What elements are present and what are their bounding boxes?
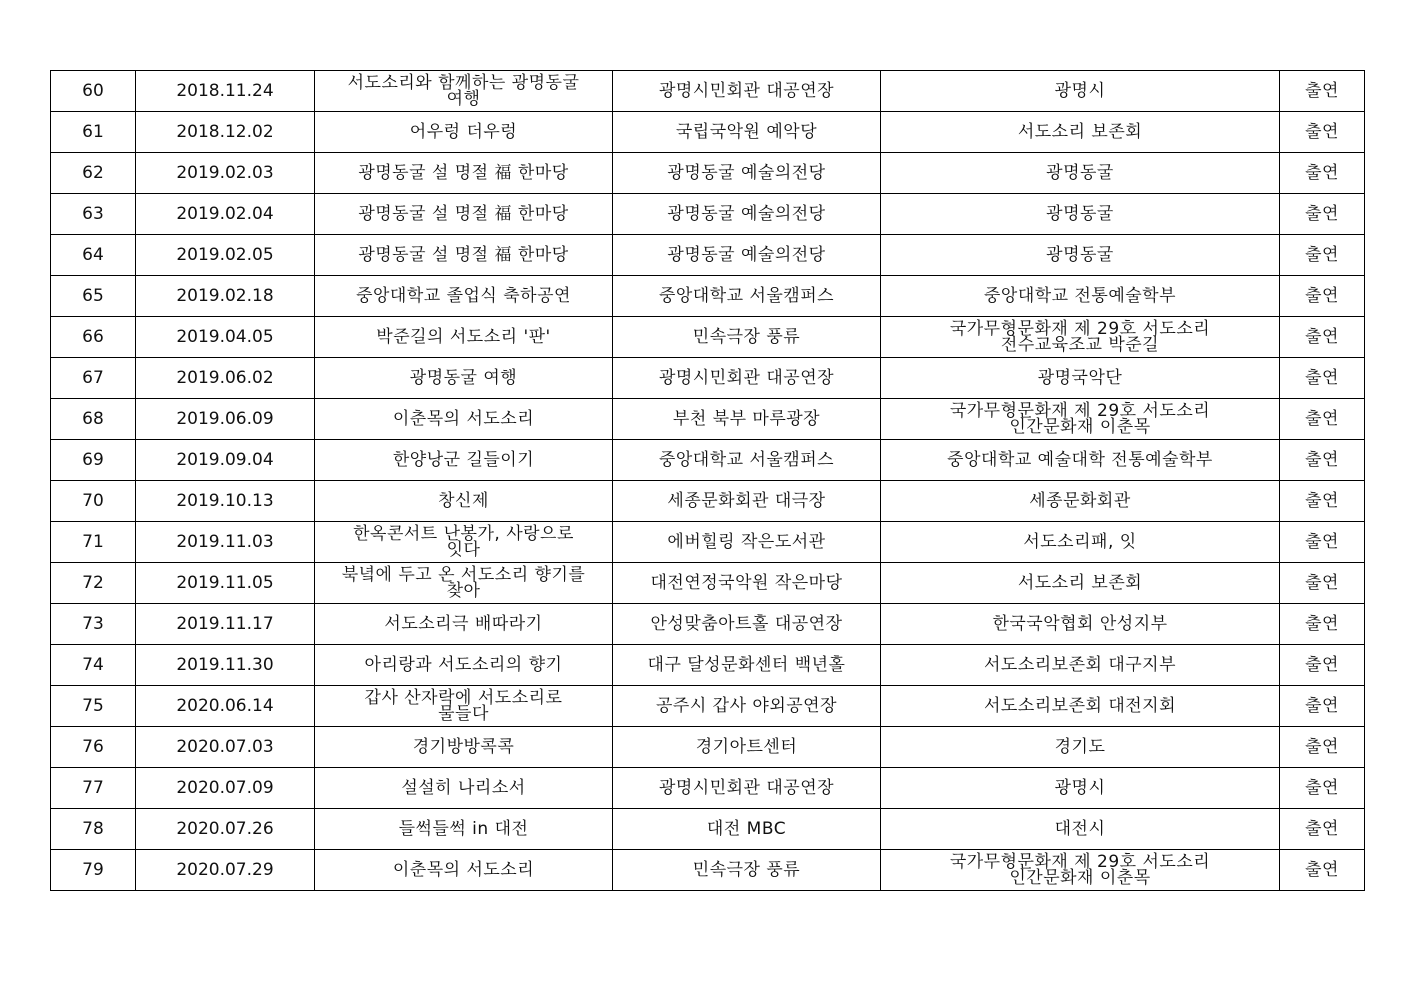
cell-venue-line: 중앙대학교 서울캠퍼스: [658, 285, 835, 306]
cell-performance-title-line: 창신제: [438, 490, 489, 511]
cell-performance-title-line: 설설히 나리소서: [401, 777, 526, 798]
cell-performance-title: [315, 153, 613, 194]
cell-organizer-line: 서도소리 보존회: [1017, 572, 1143, 593]
cell-performance-title-line: 이춘목의 서도소리: [392, 408, 535, 429]
cell-date: 2019.09.04: [136, 440, 315, 481]
cell-role: 출연: [1280, 727, 1365, 768]
table-row: [51, 563, 1365, 604]
cell-organizer-line: 광명동굴: [1046, 162, 1114, 183]
table-body: [51, 71, 1365, 891]
cell-organizer: [881, 194, 1280, 235]
cell-performance-title: [315, 317, 613, 358]
cell-venue: [613, 850, 881, 891]
cell-venue-line: 국립국악원 예악당: [675, 121, 818, 142]
table-row: [51, 276, 1365, 317]
cell-performance-title-line: 물들다: [438, 704, 489, 724]
cell-organizer: [881, 645, 1280, 686]
cell-organizer: [881, 112, 1280, 153]
table-row: [51, 317, 1365, 358]
table-row: [51, 768, 1365, 809]
cell-venue: [613, 522, 881, 563]
table-row: [51, 440, 1365, 481]
cell-organizer-line: 광명동굴: [1046, 244, 1114, 265]
cell-organizer: [881, 768, 1280, 809]
cell-venue: [613, 235, 881, 276]
cell-performance-title-line: 광명동굴 여행: [409, 367, 518, 388]
cell-organizer-line: 국가무형문화재 제 29호 서도소리: [949, 401, 1211, 421]
cell-performance-title-line: 광명동굴 설 명절 福 한마당: [358, 203, 569, 224]
cell-date: 2020.07.29: [136, 850, 315, 891]
table-row: [51, 850, 1365, 891]
cell-date: 2020.07.26: [136, 809, 315, 850]
cell-role: 출연: [1280, 563, 1365, 604]
cell-organizer: [881, 686, 1280, 727]
performance-record-table: [50, 70, 1365, 891]
cell-performance-title-line: 들썩들썩 in 대전: [398, 818, 529, 839]
cell-number: 74: [51, 645, 136, 686]
cell-venue-line: 에버힐링 작은도서관: [667, 531, 826, 552]
cell-organizer-line: 한국국악협회 안성지부: [992, 613, 1168, 634]
cell-organizer: [881, 440, 1280, 481]
table-row: [51, 194, 1365, 235]
cell-venue: [613, 727, 881, 768]
cell-number: 72: [51, 563, 136, 604]
cell-organizer-line: 국가무형문화재 제 29호 서도소리: [949, 319, 1211, 339]
cell-date: 2020.07.09: [136, 768, 315, 809]
table-row: [51, 399, 1365, 440]
cell-venue: [613, 358, 881, 399]
cell-role: 출연: [1280, 235, 1365, 276]
table-row: [51, 358, 1365, 399]
cell-performance-title-line: 잇다: [446, 540, 481, 560]
cell-venue-line: 공주시 갑사 야외공연장: [655, 695, 838, 716]
table-row: [51, 809, 1365, 850]
cell-performance-title: [315, 686, 613, 727]
cell-performance-title: [315, 71, 613, 112]
cell-venue-line: 광명시민회관 대공연장: [658, 777, 835, 798]
cell-performance-title: [315, 235, 613, 276]
cell-performance-title-line: 어우렁 더우렁: [409, 121, 518, 142]
cell-venue-line: 광명동굴 예술의전당: [667, 244, 826, 265]
cell-number: 79: [51, 850, 136, 891]
cell-performance-title-line: 광명동굴 설 명절 福 한마당: [358, 162, 569, 183]
cell-venue-line: 민속극장 풍류: [692, 859, 801, 880]
table-row: [51, 645, 1365, 686]
cell-organizer: [881, 563, 1280, 604]
cell-venue-line: 대구 달성문화센터 백년홀: [647, 654, 846, 675]
cell-venue-line: 안성맞춤아트홀 대공연장: [650, 613, 843, 634]
cell-number: 75: [51, 686, 136, 727]
cell-performance-title-line: 여행: [446, 89, 481, 109]
cell-venue-line: 광명동굴 예술의전당: [667, 162, 826, 183]
cell-organizer-line: 광명시: [1054, 777, 1106, 798]
cell-role: 출연: [1280, 276, 1365, 317]
cell-date: 2019.06.02: [136, 358, 315, 399]
cell-number: 77: [51, 768, 136, 809]
cell-performance-title-line: 서도소리와 함께하는 광명동굴: [347, 73, 580, 93]
cell-venue-line: 부천 북부 마루광장: [672, 408, 821, 429]
cell-performance-title-line: 한옥콘서트 난봉가, 사랑으로: [353, 524, 574, 544]
cell-venue: [613, 809, 881, 850]
cell-role: 출연: [1280, 399, 1365, 440]
cell-organizer-line: 국가무형문화재 제 29호 서도소리: [949, 852, 1211, 872]
cell-role: 출연: [1280, 522, 1365, 563]
performance-table-container: [50, 70, 1364, 891]
cell-performance-title-line: 이춘목의 서도소리: [392, 859, 535, 880]
cell-venue-line: 광명동굴 예술의전당: [667, 203, 826, 224]
cell-venue-line: 세종문화회관 대극장: [667, 490, 826, 511]
cell-role: 출연: [1280, 850, 1365, 891]
cell-number: 69: [51, 440, 136, 481]
table-row: [51, 235, 1365, 276]
cell-date: 2019.02.04: [136, 194, 315, 235]
cell-venue: [613, 317, 881, 358]
cell-organizer: [881, 317, 1280, 358]
cell-number: 63: [51, 194, 136, 235]
cell-date: 2020.07.03: [136, 727, 315, 768]
cell-organizer-line: 중앙대학교 예술대학 전통예술학부: [947, 449, 1213, 470]
table-row: [51, 481, 1365, 522]
cell-organizer: [881, 604, 1280, 645]
cell-performance-title-line: 서도소리극 배따라기: [384, 613, 543, 634]
cell-organizer: [881, 809, 1280, 850]
cell-venue-line: 대전연정국악원 작은마당: [650, 572, 843, 593]
cell-number: 66: [51, 317, 136, 358]
cell-performance-title: [315, 194, 613, 235]
cell-venue-line: 광명시민회관 대공연장: [658, 367, 835, 388]
cell-organizer: [881, 399, 1280, 440]
cell-date: 2018.12.02: [136, 112, 315, 153]
cell-role: 출연: [1280, 112, 1365, 153]
cell-organizer-line: 광명시: [1054, 80, 1106, 101]
cell-performance-title-line: 찾아: [446, 581, 481, 601]
cell-performance-title: [315, 399, 613, 440]
cell-performance-title-line: 박준길의 서도소리 '판': [376, 326, 551, 347]
cell-date: 2019.04.05: [136, 317, 315, 358]
cell-performance-title: [315, 276, 613, 317]
cell-date: 2019.06.09: [136, 399, 315, 440]
cell-role: 출연: [1280, 645, 1365, 686]
cell-organizer: [881, 153, 1280, 194]
cell-performance-title-line: 한양낭군 길들이기: [392, 449, 535, 470]
cell-date: 2019.02.03: [136, 153, 315, 194]
cell-date: 2018.11.24: [136, 71, 315, 112]
cell-number: 64: [51, 235, 136, 276]
cell-role: 출연: [1280, 481, 1365, 522]
cell-number: 60: [51, 71, 136, 112]
cell-performance-title: [315, 850, 613, 891]
cell-performance-title: [315, 522, 613, 563]
cell-performance-title: [315, 727, 613, 768]
cell-organizer: [881, 276, 1280, 317]
cell-organizer: [881, 850, 1280, 891]
cell-performance-title-line: 북녘에 두고 온 서도소리 향기를: [341, 565, 586, 585]
cell-performance-title: [315, 604, 613, 645]
table-row: [51, 604, 1365, 645]
cell-venue: [613, 153, 881, 194]
cell-number: 71: [51, 522, 136, 563]
cell-organizer-line: 세종문화회관: [1029, 490, 1131, 511]
cell-performance-title-line: 갑사 산자락에 서도소리로: [364, 688, 563, 708]
cell-date: 2019.11.30: [136, 645, 315, 686]
cell-number: 67: [51, 358, 136, 399]
cell-venue: [613, 194, 881, 235]
cell-date: 2020.06.14: [136, 686, 315, 727]
cell-performance-title: [315, 358, 613, 399]
cell-organizer: [881, 522, 1280, 563]
cell-venue: [613, 71, 881, 112]
cell-organizer: [881, 71, 1280, 112]
cell-venue: [613, 563, 881, 604]
cell-date: 2019.11.05: [136, 563, 315, 604]
cell-performance-title-line: 아리랑과 서도소리의 향기: [364, 654, 563, 675]
cell-venue: [613, 604, 881, 645]
table-row: [51, 522, 1365, 563]
cell-venue-line: 중앙대학교 서울캠퍼스: [658, 449, 835, 470]
cell-venue-line: 경기아트센터: [695, 736, 798, 757]
cell-venue: [613, 112, 881, 153]
cell-number: 78: [51, 809, 136, 850]
cell-number: 70: [51, 481, 136, 522]
cell-performance-title: [315, 112, 613, 153]
table-row: [51, 71, 1365, 112]
cell-role: 출연: [1280, 358, 1365, 399]
cell-performance-title: [315, 768, 613, 809]
cell-organizer: [881, 727, 1280, 768]
cell-performance-title-line: 중앙대학교 졸업식 축하공연: [356, 285, 571, 306]
cell-role: 출연: [1280, 809, 1365, 850]
cell-performance-title: [315, 481, 613, 522]
cell-role: 출연: [1280, 194, 1365, 235]
cell-venue: [613, 276, 881, 317]
table-row: [51, 112, 1365, 153]
cell-role: 출연: [1280, 440, 1365, 481]
cell-venue: [613, 481, 881, 522]
cell-role: 출연: [1280, 153, 1365, 194]
cell-organizer-line: 인간문화재 이춘목: [1009, 417, 1151, 437]
cell-organizer-line: 대전시: [1054, 818, 1106, 839]
cell-number: 61: [51, 112, 136, 153]
cell-number: 65: [51, 276, 136, 317]
cell-performance-title: [315, 440, 613, 481]
cell-venue: [613, 645, 881, 686]
table-row: [51, 153, 1365, 194]
cell-organizer: [881, 358, 1280, 399]
cell-venue: [613, 768, 881, 809]
cell-organizer: [881, 481, 1280, 522]
cell-venue: [613, 440, 881, 481]
cell-organizer-line: 광명국악단: [1037, 367, 1123, 388]
cell-venue: [613, 399, 881, 440]
cell-role: 출연: [1280, 686, 1365, 727]
cell-role: 출연: [1280, 71, 1365, 112]
table-row: [51, 686, 1365, 727]
cell-venue-line: 광명시민회관 대공연장: [658, 80, 835, 101]
cell-venue-line: 대전 MBC: [706, 818, 787, 839]
cell-organizer-line: 인간문화재 이춘목: [1009, 868, 1151, 888]
cell-role: 출연: [1280, 317, 1365, 358]
cell-organizer-line: 전수교육조교 박준길: [1000, 335, 1160, 355]
cell-organizer-line: 서도소리 보존회: [1017, 121, 1143, 142]
cell-organizer-line: 중앙대학교 전통예술학부: [983, 285, 1177, 306]
cell-number: 76: [51, 727, 136, 768]
cell-date: 2019.02.05: [136, 235, 315, 276]
cell-performance-title-line: 광명동굴 설 명절 福 한마당: [358, 244, 569, 265]
cell-date: 2019.10.13: [136, 481, 315, 522]
cell-performance-title: [315, 563, 613, 604]
cell-number: 62: [51, 153, 136, 194]
cell-role: 출연: [1280, 768, 1365, 809]
cell-number: 68: [51, 399, 136, 440]
cell-number: 73: [51, 604, 136, 645]
cell-date: 2019.02.18: [136, 276, 315, 317]
table-row: [51, 727, 1365, 768]
cell-performance-title: [315, 809, 613, 850]
cell-organizer-line: 경기도: [1054, 736, 1106, 757]
cell-venue-line: 민속극장 풍류: [692, 326, 801, 347]
cell-performance-title: [315, 645, 613, 686]
cell-date: 2019.11.03: [136, 522, 315, 563]
cell-organizer-line: 서도소리보존회 대전지회: [983, 695, 1177, 716]
cell-venue: [613, 686, 881, 727]
cell-organizer-line: 서도소리패, 잇: [1023, 531, 1137, 552]
cell-performance-title-line: 경기방방콕콕: [412, 736, 515, 757]
cell-organizer: [881, 235, 1280, 276]
cell-organizer-line: 광명동굴: [1046, 203, 1114, 224]
cell-date: 2019.11.17: [136, 604, 315, 645]
cell-role: 출연: [1280, 604, 1365, 645]
cell-organizer-line: 서도소리보존회 대구지부: [983, 654, 1177, 675]
